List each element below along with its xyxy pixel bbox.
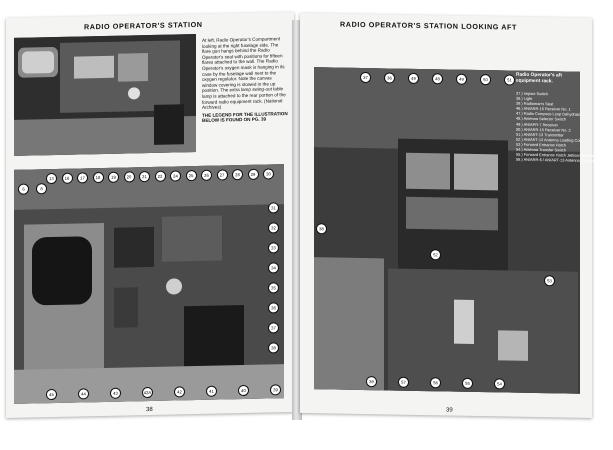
callout-marker: 57 [398,377,409,388]
legend-list [516,91,613,164]
bottom-photo [14,164,284,404]
right-page-title: RADIO OPERATOR'S STATION LOOKING AFT [340,19,518,32]
callout-marker: 18 [93,172,104,183]
callout-marker: 21 [139,171,150,182]
legend-item: 54.) Antenna Transfer Switch [516,146,566,153]
callout-marker: 53 [544,275,555,286]
callout-marker: 42 [174,386,185,397]
callout-marker: 38 [268,342,279,353]
right-page [300,13,613,418]
legend-item: 48.) Antenna Selector Switch [516,116,566,123]
open-book [4,18,613,430]
callout-marker: 55 [462,378,473,389]
legend-item: 52.) AN/ART-13 Antenna Loading Coil [516,136,582,143]
callout-marker: 36 [384,72,395,83]
legend-item: 51.) AN/ART-13 Transmitter [516,131,564,138]
callout-marker: 16 [62,173,73,184]
caption-paragraph: At left, Radio Operator's Compartment looking at the right fuselage side. The flare gun hangs behind the Radio Operator's seat with positions for fifteen flares attached to the wall. The Radio Operator's oxygen mask is hanging in its case by the fuselage wall next to the oxygen regulator. Note the canvas window covering is stowed in the up position. The extra lamp swing-out table lamp is attached to the rear portion of the forward radio equipment rack. (National Archives) [202,36,286,111]
callout-marker: 31 [268,202,279,213]
legend-item: 53.) Forward Entrance Hatch [516,141,566,148]
callout-marker: 6 [18,184,29,195]
legend-item: 49.) AN/APR-7 Receiver [516,121,558,127]
callout-marker: 40 [238,385,249,396]
left-page-number: 38 [146,406,153,414]
callout-marker: 43 [110,388,121,399]
legend-item: 37.) Impact Switch [516,90,549,97]
callout-marker: 52 [430,249,441,260]
callout-marker: 39 [270,384,281,395]
callout-marker: 25 [186,170,197,181]
left-page [6,12,294,418]
callout-marker: 28 [232,169,243,180]
legend-item: 38.) Light [516,95,533,102]
callout-marker: 34 [268,262,279,273]
legend-item: 46.) AN/ARR-15 Receiver No. 1 [516,105,571,112]
callout-marker: 17 [77,172,88,183]
legend-item: 55.) Forward Entrance Hatch Jettison Handle [516,151,594,159]
callout-marker: 35 [268,282,279,293]
callout-marker: 38 [316,223,327,234]
callout-marker: 44 [78,388,89,399]
callout-marker: 49 [408,73,419,84]
callout-marker: 13 [46,173,57,184]
callout-marker: 42A [142,387,153,398]
callout-marker: 49 [456,74,467,85]
callout-marker: 22 [155,171,166,182]
callout-marker: 41 [206,386,217,397]
legend-item: 39.) Radioman's Seat [516,100,554,107]
callout-marker: 50 [480,74,491,85]
callout-marker: 51 [504,74,515,85]
legend-item: 47.) Radio Compass Loop Dehydrator [516,111,582,118]
callout-marker: 24 [170,170,181,181]
left-page-title: RADIO OPERATOR'S STATION [84,19,203,32]
right-page-number: 39 [446,407,453,414]
callout-marker: 36 [268,302,279,313]
legend-note: THE LEGEND FOR THE ILLUSTRATION BELOW IS FOUND ON PG. 39 [202,110,288,124]
callout-marker: 56 [430,377,441,388]
callout-marker: 33 [268,242,279,253]
legend-item: 56.) AN/ARR-6 / AN/ART-13 Antenna Changeover Panel [516,156,613,164]
callout-marker: 26 [201,170,212,181]
callout-marker: 37 [360,72,371,83]
callout-marker: 37 [268,322,279,333]
callout-marker: 27 [217,169,228,180]
bottom-photo-image [14,164,284,404]
legend-title: Radio Operator's aft equipment rack. [516,72,562,84]
callout-marker: 29 [248,169,259,180]
main-photo [314,67,613,394]
callout-marker: 39 [366,376,377,387]
callout-marker: 30 [263,168,274,179]
callout-marker: 54 [494,378,505,389]
callout-marker: 45 [46,389,57,400]
callout-marker: 32 [268,222,279,233]
callout-marker: 8 [36,183,47,194]
legend-item: 50.) AN/ARR-15 Receiver No. 2 [516,126,571,133]
top-photo-image [14,34,196,156]
top-photo [14,34,196,156]
callout-marker: 48 [432,73,443,84]
callout-marker: 19 [108,172,119,183]
left-caption [202,36,288,126]
callout-marker: 20 [124,171,135,182]
